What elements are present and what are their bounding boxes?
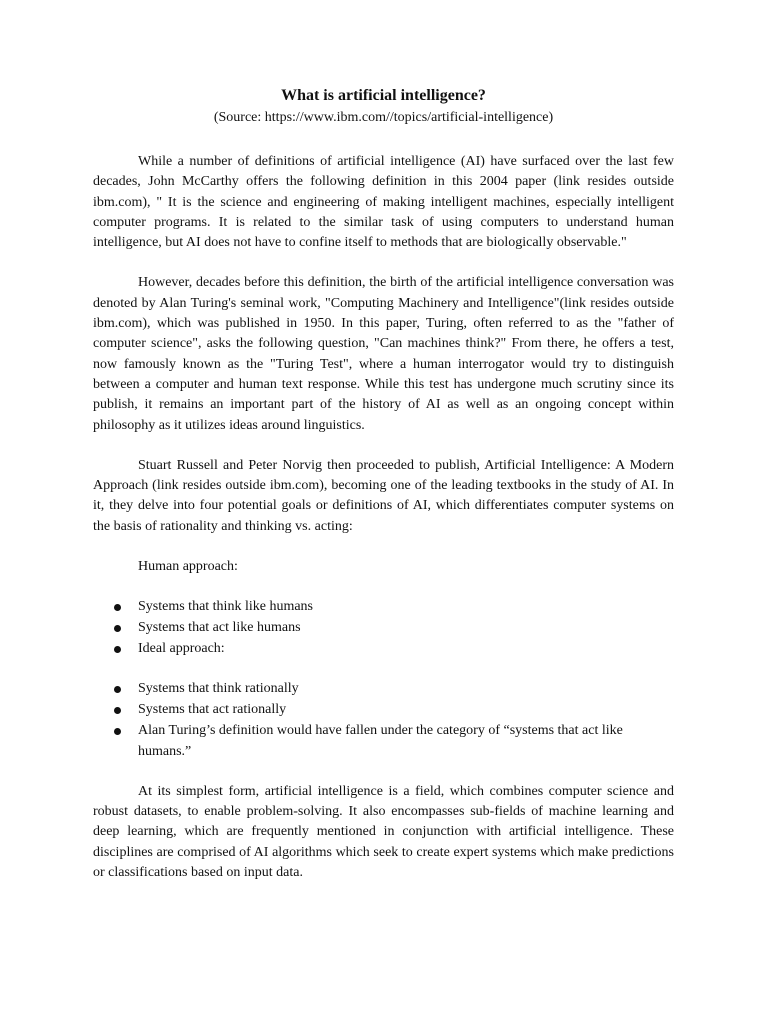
list-item-text: Systems that think like humans bbox=[138, 599, 313, 615]
paragraph-turing: However, decades before this definition, the birth of the artificial intelligence conversation was denoted by Alan Turing's seminal work, "Computing Machinery and Intelligence"(link resides outside ibm.com), which was published in 1950. In this paper, Turing, often referred to as the "father of computer science", asks the following question, "Can machines think?" From there, he offers a test, now famously known as the "Turing Test", where a human interrogator would try to distinguish between a computer and human text response. While this test has undergone much scrutiny since its publish, it remains an important part of the history of AI as well as an ongoing concept within philosophy as it utilizes ideas around linguistics. bbox=[93, 275, 674, 433]
approach-list-two bbox=[93, 679, 674, 761]
bullet-icon bbox=[114, 604, 121, 611]
list-item-text: Alan Turing’s definition would have fallen under the category of “systems that act like humans.” bbox=[138, 723, 623, 759]
list-item-text: Systems that act like humans bbox=[138, 620, 301, 636]
source-line: (Source: https://www.ibm.com//topics/artificial-intelligence) bbox=[213, 110, 554, 125]
bullet-icon bbox=[114, 707, 121, 714]
list-item-text: Systems that act rationally bbox=[138, 702, 287, 718]
list-item bbox=[93, 679, 674, 699]
document-title: What is artificial intelligence? bbox=[281, 87, 486, 104]
list-item bbox=[93, 597, 674, 617]
list-item-text: Systems that think rationally bbox=[138, 681, 299, 697]
list-item bbox=[93, 618, 674, 638]
bullet-icon bbox=[114, 625, 121, 632]
paragraph-definition: While a number of definitions of artificial intelligence (AI) have surfaced over the last few decades, John McCarthy offers the following definition in this 2004 paper (link resides outside ibm.com), " It is the science and engineering of making intelligent machines, especially intelligent computer programs. It is related to the similar task of using computers to understand human intelligence, but AI does not have to confine itself to methods that are biologically observable." bbox=[93, 154, 674, 251]
bullet-icon bbox=[114, 646, 121, 653]
bullet-icon bbox=[114, 728, 121, 735]
paragraph-russell-norvig: Stuart Russell and Peter Norvig then proceeded to publish, Artificial Intelligence: A Modern Approach (link resides outside ibm.com), becoming one of the leading textbooks in the study of AI. In it, they delve into four potential goals or definitions of AI, which differentiates computer systems on the basis of rationality and thinking vs. acting: bbox=[93, 457, 674, 534]
bullet-icon bbox=[114, 686, 121, 693]
list-item bbox=[93, 639, 674, 659]
human-approach-heading: Human approach: bbox=[138, 559, 238, 575]
list-item bbox=[93, 700, 674, 720]
approach-list-one bbox=[93, 597, 674, 659]
list-item-text: Ideal approach: bbox=[138, 641, 225, 657]
paragraph-simplest-form: At its simplest form, artificial intelligence is a field, which combines computer science and robust datasets, to enable problem-solving. It also encompasses sub-fields of machine learning and deep learning, which are frequently mentioned in conjunction with artificial intelligence. These disciplines are comprised of AI algorithms which seek to create expert systems which make predictions or classifications based on input data. bbox=[93, 783, 674, 880]
list-item bbox=[93, 721, 674, 762]
